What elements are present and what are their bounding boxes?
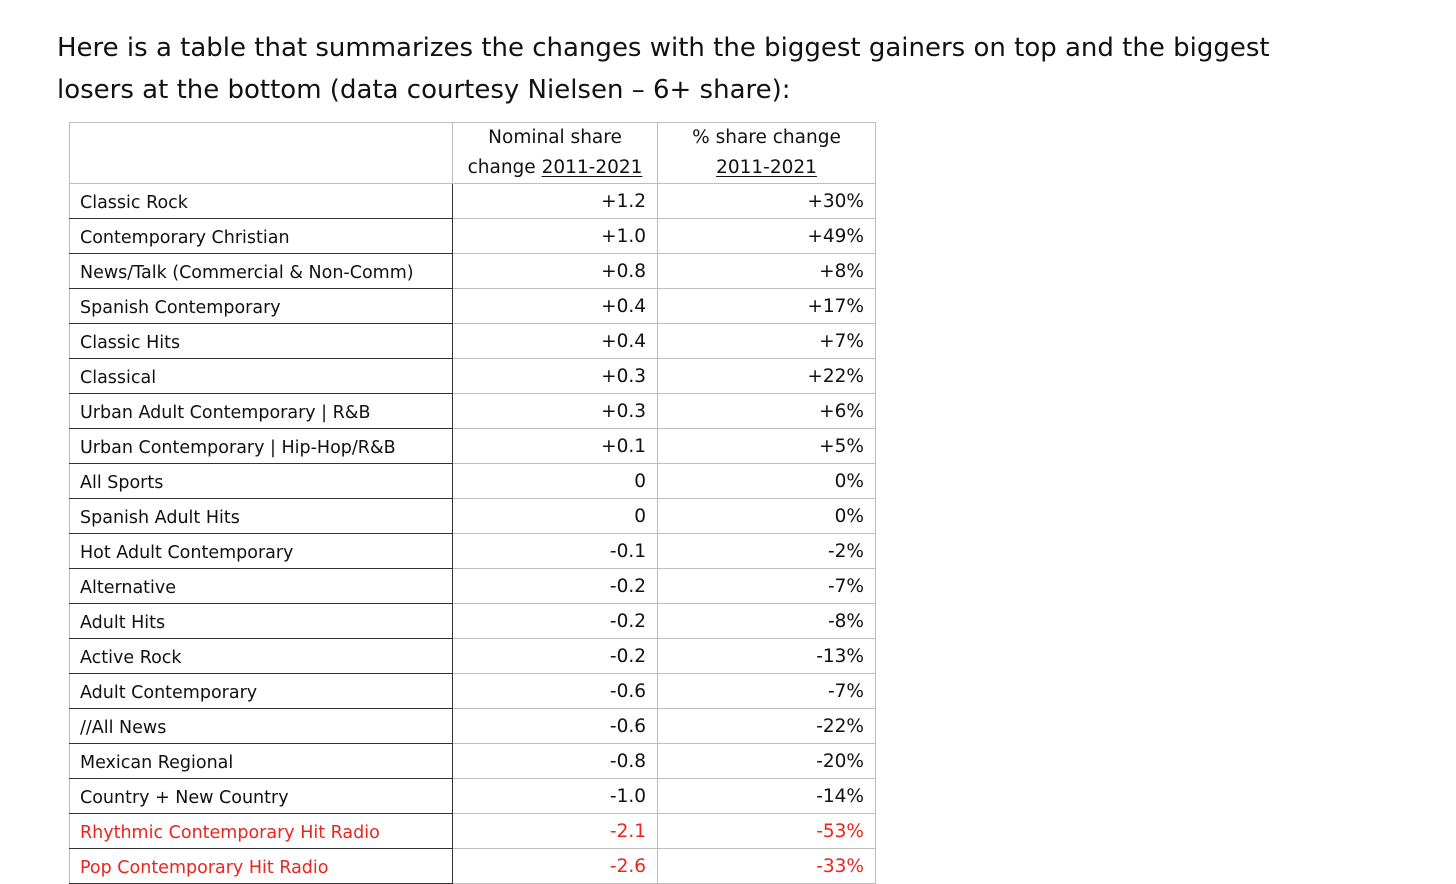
nominal-change-cell: -0.6: [453, 674, 658, 709]
genre-cell: Alternative: [70, 569, 453, 604]
nominal-change-cell: -0.2: [453, 604, 658, 639]
table-row: [70, 534, 876, 569]
table-row: [70, 639, 876, 674]
nominal-change-cell: -0.2: [453, 639, 658, 674]
pct-change-cell: -22%: [658, 709, 876, 744]
genre-cell: Spanish Adult Hits: [70, 499, 453, 534]
intro-paragraph: [57, 27, 1417, 111]
genre-cell: All Sports: [70, 464, 453, 499]
pct-change-cell: +49%: [658, 219, 876, 254]
pct-change-cell: +8%: [658, 254, 876, 289]
table-row: [70, 604, 876, 639]
table-header-row: [70, 123, 876, 184]
header-nominal-line-1: Nominal share: [488, 127, 622, 148]
pct-change-cell: +7%: [658, 324, 876, 359]
genre-cell: Mexican Regional: [70, 744, 453, 779]
genre-cell: Urban Adult Contemporary | R&B: [70, 394, 453, 429]
genre-cell: Pop Contemporary Hit Radio: [70, 849, 453, 884]
table-row: [70, 744, 876, 779]
nominal-change-cell: -0.2: [453, 569, 658, 604]
table-row: [70, 464, 876, 499]
genre-cell: Urban Contemporary | Hip-Hop/R&B: [70, 429, 453, 464]
pct-change-cell: +30%: [658, 184, 876, 219]
genre-cell: Classic Hits: [70, 324, 453, 359]
table-row: [70, 184, 876, 219]
genre-cell: Contemporary Christian: [70, 219, 453, 254]
nominal-change-cell: -1.0: [453, 779, 658, 814]
nominal-change-cell: -0.8: [453, 744, 658, 779]
nominal-change-cell: 0: [453, 464, 658, 499]
nominal-change-cell: -0.1: [453, 534, 658, 569]
table-row: [70, 359, 876, 394]
genre-cell: Spanish Contemporary: [70, 289, 453, 324]
genre-cell: Rhythmic Contemporary Hit Radio: [70, 814, 453, 849]
intro-line-2: losers at the bottom (data courtesy Nielsen – 6+ share):: [57, 75, 791, 105]
genre-cell: //All News: [70, 709, 453, 744]
nominal-change-cell: +1.2: [453, 184, 658, 219]
pct-change-cell: -33%: [658, 849, 876, 884]
table-row: [70, 849, 876, 884]
nominal-change-cell: +0.8: [453, 254, 658, 289]
pct-change-cell: -7%: [658, 674, 876, 709]
genre-share-table-container: [69, 122, 876, 884]
table-row: [70, 429, 876, 464]
header-pct-line-2: 2011-2021: [716, 157, 817, 178]
table-row: [70, 324, 876, 359]
header-nominal-line-2b: 2011-2021: [541, 157, 643, 178]
header-nominal-line-2a: change: [467, 157, 542, 178]
nominal-change-cell: +1.0: [453, 219, 658, 254]
pct-change-cell: 0%: [658, 499, 876, 534]
pct-change-cell: +6%: [658, 394, 876, 429]
table-row: [70, 779, 876, 814]
table-row: [70, 219, 876, 254]
pct-change-cell: -20%: [658, 744, 876, 779]
nominal-change-cell: -2.1: [453, 814, 658, 849]
table-row: [70, 254, 876, 289]
table-row: [70, 674, 876, 709]
nominal-change-cell: -2.6: [453, 849, 658, 884]
nominal-change-cell: 0: [453, 499, 658, 534]
header-genre: [70, 123, 453, 184]
table-row: [70, 394, 876, 429]
pct-change-cell: -53%: [658, 814, 876, 849]
nominal-change-cell: +0.3: [453, 359, 658, 394]
genre-cell: Country + New Country: [70, 779, 453, 814]
header-nominal-share-change: [453, 123, 658, 184]
genre-cell: Active Rock: [70, 639, 453, 674]
intro-line-1: Here is a table that summarizes the changes with the biggest gainers on top and the biggest: [57, 33, 1270, 63]
table-row: [70, 289, 876, 324]
pct-change-cell: +17%: [658, 289, 876, 324]
pct-change-cell: -7%: [658, 569, 876, 604]
pct-change-cell: +5%: [658, 429, 876, 464]
table-row: [70, 499, 876, 534]
genre-share-table: [69, 122, 876, 884]
nominal-change-cell: +0.4: [453, 289, 658, 324]
table-row: [70, 814, 876, 849]
genre-cell: Adult Contemporary: [70, 674, 453, 709]
table-body: [70, 184, 876, 884]
pct-change-cell: 0%: [658, 464, 876, 499]
pct-change-cell: -2%: [658, 534, 876, 569]
nominal-change-cell: +0.4: [453, 324, 658, 359]
nominal-change-cell: -0.6: [453, 709, 658, 744]
table-row: [70, 709, 876, 744]
genre-cell: Hot Adult Contemporary: [70, 534, 453, 569]
pct-change-cell: +22%: [658, 359, 876, 394]
table-header: [70, 123, 876, 184]
nominal-change-cell: +0.3: [453, 394, 658, 429]
header-pct-line-1: % share change: [692, 127, 841, 148]
table-row: [70, 569, 876, 604]
genre-cell: Adult Hits: [70, 604, 453, 639]
pct-change-cell: -8%: [658, 604, 876, 639]
pct-change-cell: -14%: [658, 779, 876, 814]
genre-cell: Classic Rock: [70, 184, 453, 219]
pct-change-cell: -13%: [658, 639, 876, 674]
genre-cell: Classical: [70, 359, 453, 394]
header-pct-share-change: [658, 123, 876, 184]
genre-cell: News/Talk (Commercial & Non-Comm): [70, 254, 453, 289]
nominal-change-cell: +0.1: [453, 429, 658, 464]
